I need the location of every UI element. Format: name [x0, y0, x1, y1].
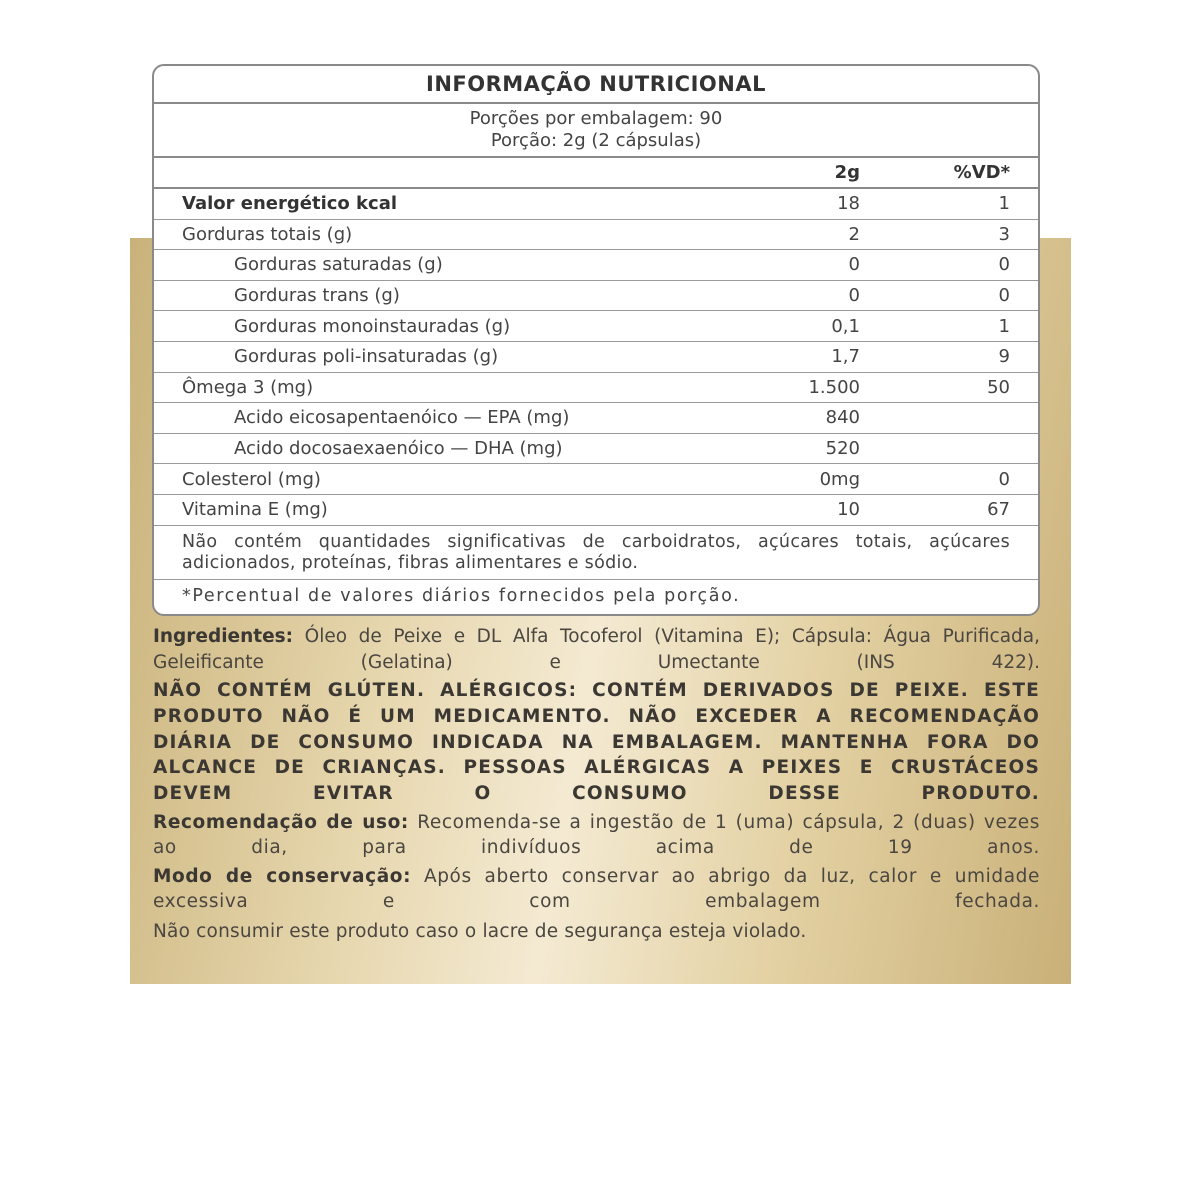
row-amount: 18 — [837, 193, 860, 215]
row-amount: 2 — [848, 223, 860, 245]
row-amount: 520 — [825, 438, 860, 460]
table-header-row — [154, 158, 1038, 189]
row-label: Acido docosaexaenóico — DHA (mg) — [234, 438, 563, 460]
row-dv: 3 — [998, 223, 1010, 245]
row-label: Gorduras monoinstauradas (g) — [234, 315, 511, 337]
row-dv: 0 — [998, 468, 1010, 490]
portions-per-package: Porções por embalagem: 90 — [469, 108, 723, 129]
table-row — [154, 281, 1038, 312]
table-row — [154, 311, 1038, 342]
table-row — [154, 373, 1038, 404]
row-dv: 0 — [998, 285, 1010, 307]
row-dv: 9 — [998, 346, 1010, 368]
recommendation-text: Recomenda-se a ingestão de 1 (uma) cápsula, 2 (duas) vezes ao dia, para indivíduos acima de 19 anos. — [153, 811, 1040, 859]
conservation-paragraph — [153, 864, 1040, 915]
ingredients-label: Ingredientes: — [153, 626, 294, 647]
portion-info — [154, 104, 1038, 158]
row-label: Gorduras poli-insaturadas (g) — [234, 346, 499, 368]
row-label: Vitamina E (mg) — [182, 499, 328, 521]
row-dv: 1 — [998, 193, 1010, 215]
row-amount: 0mg — [819, 468, 860, 490]
ingredients-text: Óleo de Peixe e DL Alfa Tocoferol (Vitamina E); Cápsula: Água Purificada, Geleificante (Gelatina) e Umectante (INS 422). — [153, 626, 1040, 673]
nutrition-facts-table — [152, 64, 1040, 616]
table-row — [154, 464, 1038, 495]
row-label: Ômega 3 (mg) — [182, 376, 314, 398]
row-amount: 840 — [825, 407, 860, 429]
portion-size: Porção: 2g (2 cápsulas) — [490, 130, 702, 151]
table-row — [154, 434, 1038, 465]
recommendation-paragraph — [153, 810, 1040, 861]
table-row — [154, 250, 1038, 281]
row-amount: 1.500 — [808, 376, 860, 398]
ingredients-paragraph — [153, 624, 1040, 675]
table-note: Não contém quantidades significativas de carboidratos, açúcares totais, açúcares adicionados, proteínas, fibras alimentares e sódio. — [154, 526, 1038, 580]
row-dv: 1 — [998, 315, 1010, 337]
label-text — [153, 624, 1040, 944]
table-footnote: *Percentual de valores diários fornecidos pela porção. — [182, 585, 741, 606]
row-amount: 0,1 — [831, 315, 860, 337]
header-amount: 2g — [834, 162, 860, 183]
row-amount: 0 — [848, 285, 860, 307]
row-label: Acido eicosapentaenóico — EPA (mg) — [234, 407, 570, 429]
table-row — [154, 495, 1038, 526]
row-label: Gorduras totais (g) — [182, 223, 353, 245]
row-amount: 0 — [848, 254, 860, 276]
row-amount: 1,7 — [831, 346, 860, 368]
conservation-label: Modo de conservação: — [153, 865, 412, 887]
allergen-warning: NÃO CONTÉM GLÚTEN. ALÉRGICOS: CONTÉM DERIVADOS DE PEIXE. ESTE PRODUTO NÃO É UM MEDICAMENTO. NÃO EXCEDER A RECOMENDAÇÃO DIÁRIA DE CONSUMO INDICADA NA EMBALAGEM. MANTENHA FORA DO ALCANCE DE CRIANÇAS. PESSOAS ALÉRGICAS A PEIXES E CRUSTÁCEOS DEVEM EVITAR O CONSUMO DESSE PRODUTO. — [153, 680, 1040, 805]
row-label: Gorduras trans (g) — [234, 285, 400, 307]
row-amount: 10 — [837, 499, 860, 521]
row-label: Valor energético kcal — [182, 193, 398, 215]
recommendation-label: Recomendação de uso: — [153, 811, 409, 833]
row-label: Gorduras saturadas (g) — [234, 254, 443, 276]
table-row — [154, 342, 1038, 373]
row-dv: 50 — [987, 376, 1010, 398]
table-row — [154, 220, 1038, 251]
table-row — [154, 189, 1038, 220]
seal-notice: Não consumir este produto caso o lacre de segurança esteja violado. — [153, 920, 807, 942]
row-label: Colesterol (mg) — [182, 468, 321, 490]
conservation-text: Após aberto conservar ao abrigo da luz, calor e umidade excessiva e com embalagem fechada. — [153, 865, 1040, 913]
row-dv: 0 — [998, 254, 1010, 276]
row-dv: 67 — [987, 499, 1010, 521]
table-title: INFORMAÇÃO NUTRICIONAL — [154, 66, 1038, 104]
header-dv: %VD* — [953, 162, 1010, 183]
table-row — [154, 403, 1038, 434]
